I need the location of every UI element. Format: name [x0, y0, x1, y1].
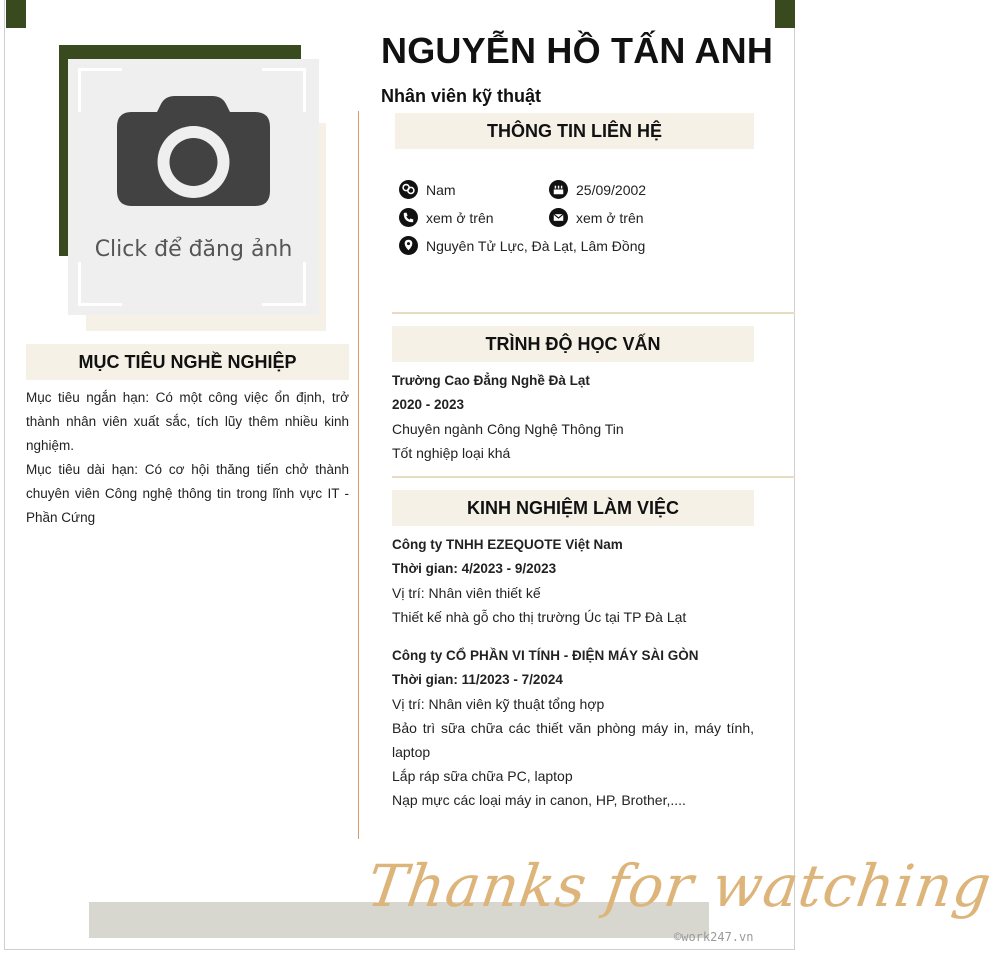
thanks-script-text: Thanks for watching	[363, 852, 996, 920]
email-value: xem ở trên	[576, 209, 644, 226]
job-detail: Nạp mực các loại máy in canon, HP, Brother,....	[392, 792, 686, 808]
corner-decoration-right	[775, 0, 795, 28]
contact-birthday	[549, 180, 646, 199]
education-period: 2020 - 2023	[392, 397, 465, 412]
job-detail: Lắp ráp sữa chữa PC, laptop	[392, 768, 573, 784]
job-position: Vị trí: Nhân viên kỹ thuật tổng hợp	[392, 696, 605, 712]
section-divider	[392, 312, 795, 314]
education-section-title: TRÌNH ĐỘ HỌC VẤN	[392, 326, 754, 362]
candidate-job-title: Nhân viên kỹ thuật	[381, 86, 542, 106]
corner-bracket	[78, 68, 122, 112]
job-detail: Bảo trì sữa chữa các thiết văn phòng máy in, máy tính, laptop	[392, 720, 754, 760]
short-term-goal: Mục tiêu ngắn hạn: Có một công việc ổn định, trở thành nhân viên xuất sắc, tích lũy thêm nhiều kinh nghiệm.	[26, 390, 349, 453]
contact-phone	[399, 208, 494, 227]
job-period: Thời gian: 11/2023 - 7/2024	[392, 672, 563, 687]
candidate-name: NGUYỄN HỒ TẤN ANH	[381, 30, 774, 71]
birthday-value: 25/09/2002	[576, 181, 647, 198]
photo-upload-area[interactable]	[68, 59, 319, 315]
location-pin-icon	[399, 236, 418, 255]
column-divider	[358, 111, 359, 839]
camera-icon	[117, 96, 270, 206]
education-school: Trường Cao Đẳng Nghề Đà Lạt	[392, 373, 590, 388]
corner-decoration-left	[6, 0, 26, 28]
gender-icon	[399, 180, 418, 199]
corner-bracket	[262, 262, 306, 306]
education-major: Chuyên ngành Công Nghệ Thông Tin	[392, 421, 624, 437]
job-period: Thời gian: 4/2023 - 9/2023	[392, 561, 557, 576]
phone-value: xem ở trên	[426, 209, 494, 226]
experience-section-title: KINH NGHIỆM LÀM VIỆC	[392, 490, 754, 526]
gender-value: Nam	[426, 181, 456, 198]
contact-gender	[399, 180, 456, 199]
long-term-goal: Mục tiêu dài hạn: Có cơ hội thăng tiến chở thành chuyên viên Công nghệ thông tin trong lĩnh vực IT - Phần Cứng	[26, 462, 349, 525]
career-goal-text	[26, 386, 349, 530]
phone-icon	[399, 208, 418, 227]
contact-section-title: THÔNG TIN LIÊN HỆ	[395, 113, 754, 149]
email-icon	[549, 208, 568, 227]
education-grade: Tốt nghiệp loại khá	[392, 445, 511, 461]
job-company: Công ty CỔ PHẦN VI TÍNH - ĐIỆN MÁY SÀI GÒN	[392, 648, 699, 663]
corner-bracket	[78, 262, 122, 306]
section-divider	[392, 476, 795, 478]
contact-address	[399, 236, 645, 255]
career-goal-title: MỤC TIÊU NGHỀ NGHIỆP	[26, 344, 349, 380]
photo-upload-caption: Click để đăng ảnh	[94, 237, 293, 262]
job-detail: Thiết kế nhà gỗ cho thị trường Úc tại TP Đà Lạt	[392, 609, 687, 625]
watermark: ©work247.vn	[674, 930, 754, 944]
address-value: Nguyên Tử Lực, Đà Lạt, Lâm Đồng	[426, 237, 646, 254]
birthday-cake-icon	[549, 180, 568, 199]
contact-email	[549, 208, 644, 227]
job-position: Vị trí: Nhân viên thiết kế	[392, 585, 541, 601]
job-company: Công ty TNHH EZEQUOTE Việt Nam	[392, 537, 623, 552]
